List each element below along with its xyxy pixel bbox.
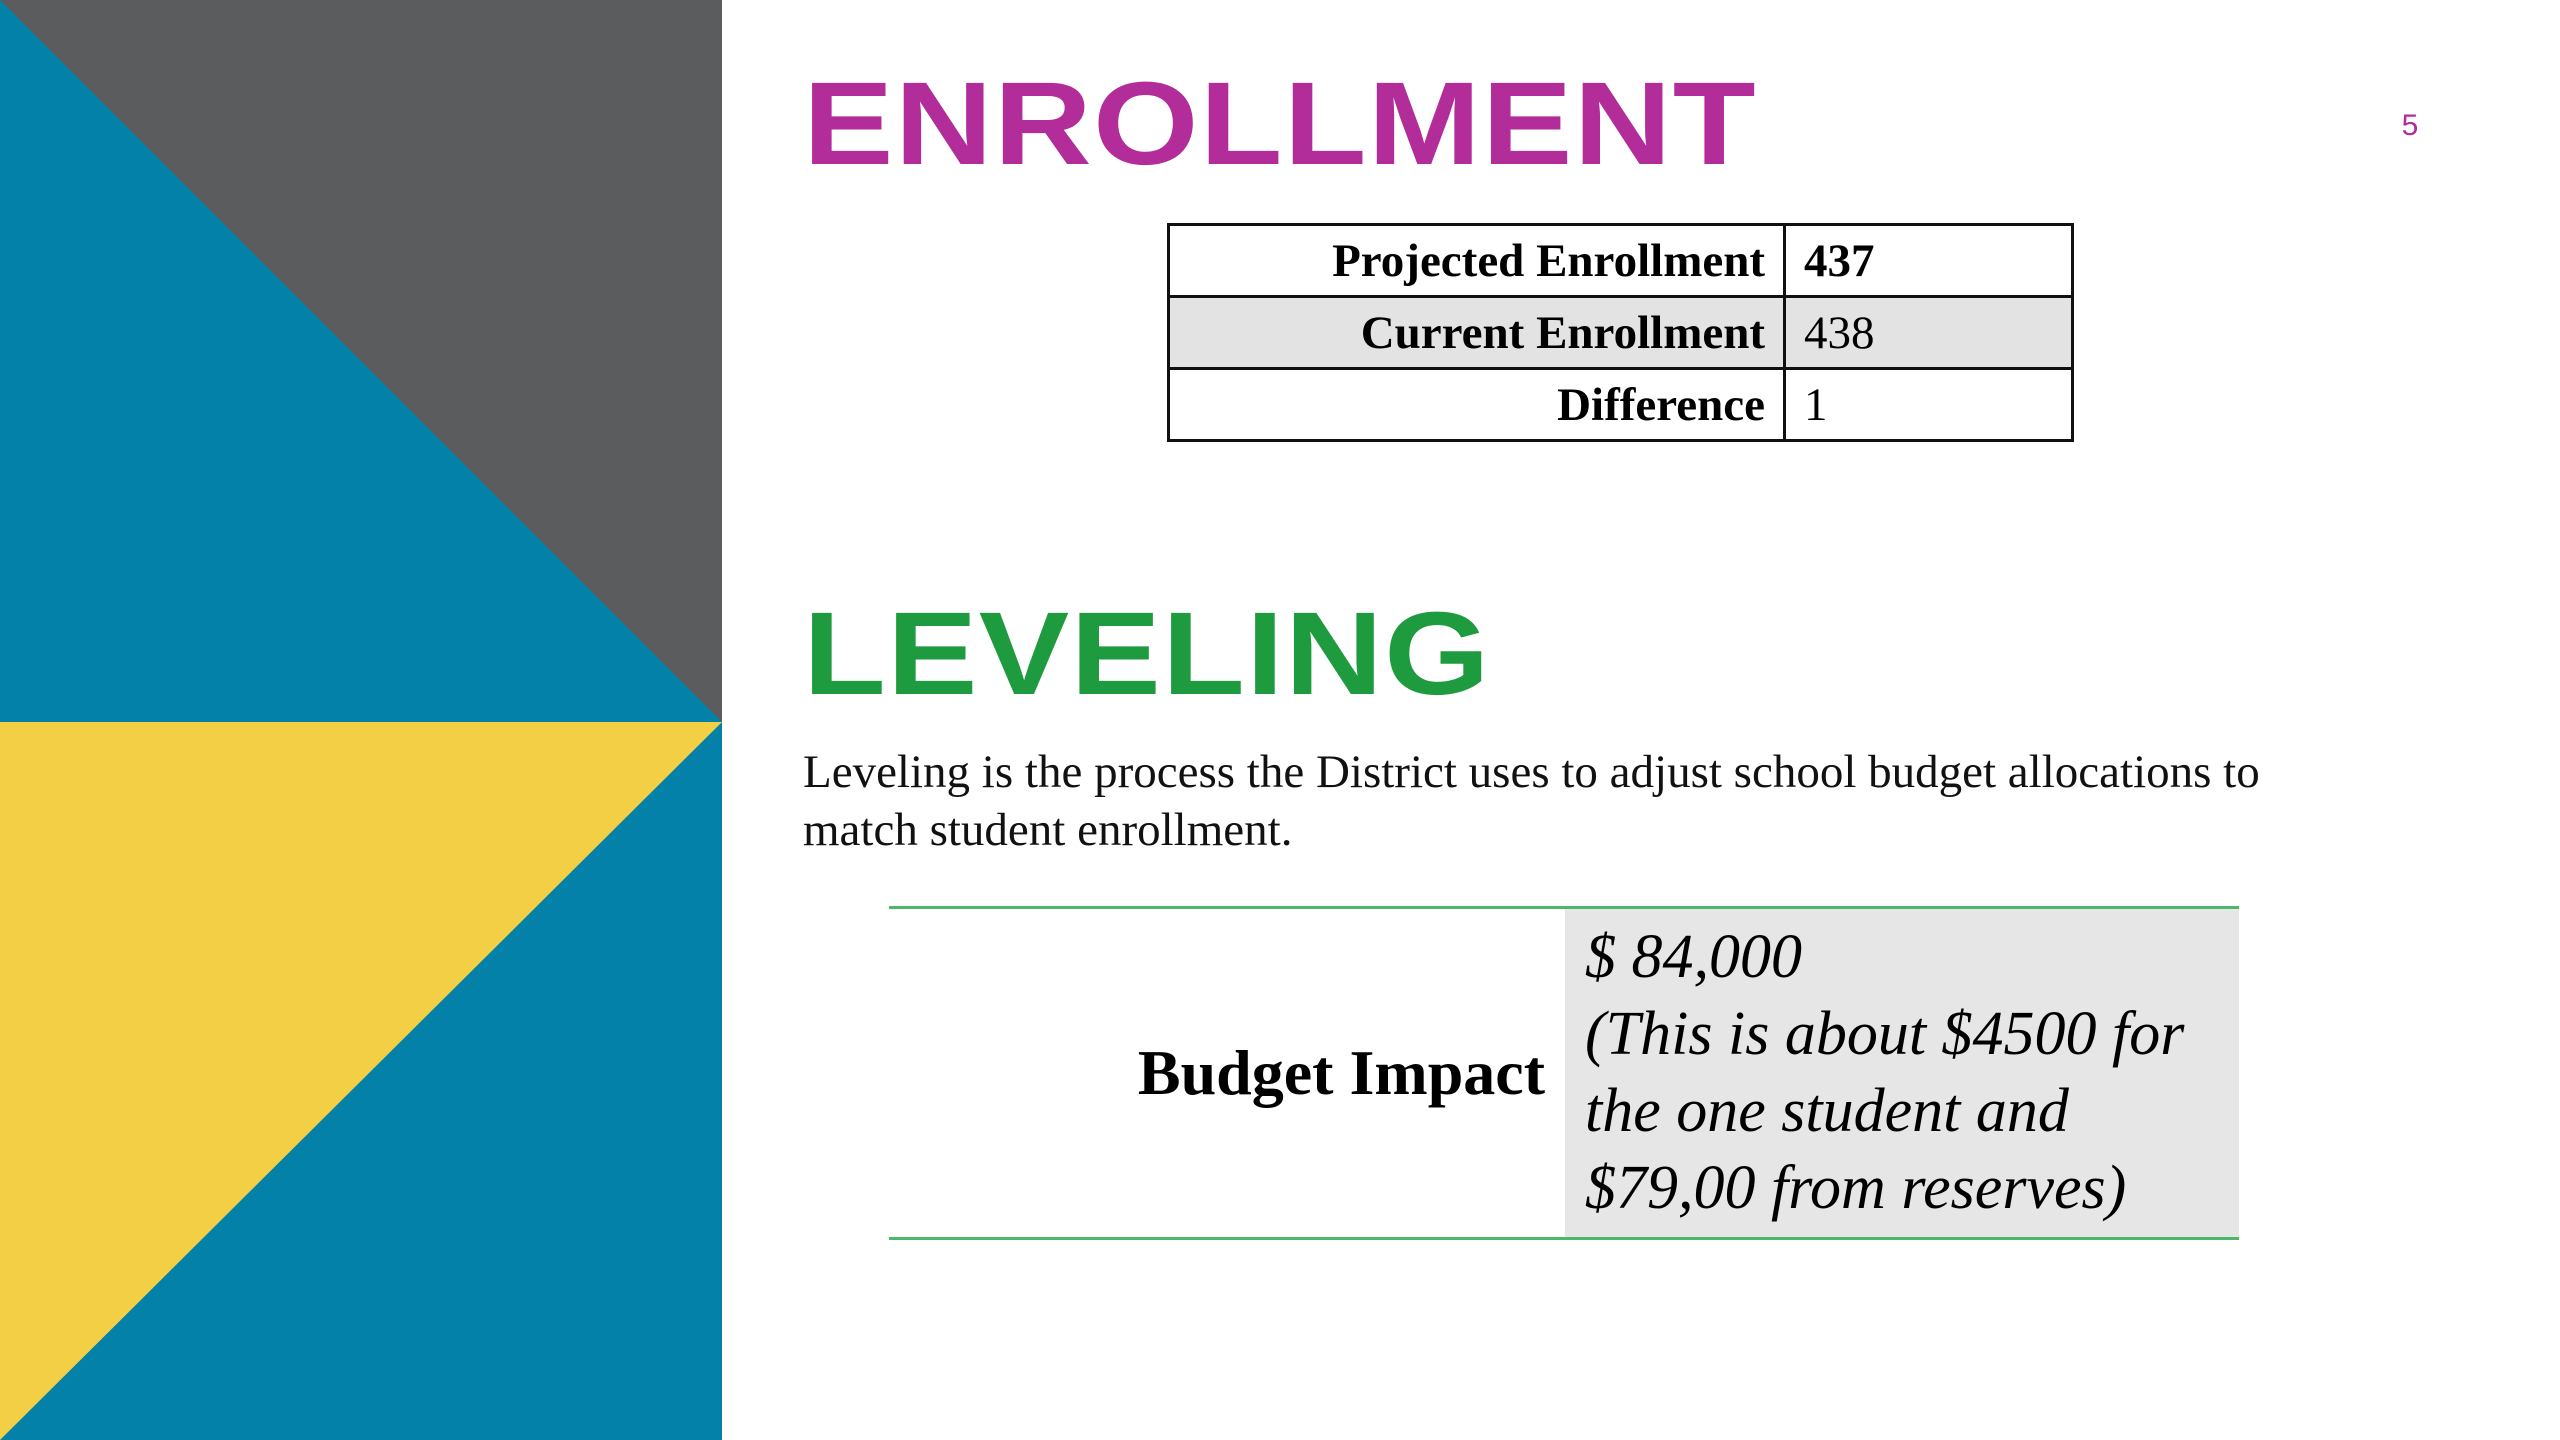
budget-impact-row (889, 908, 2239, 1239)
decorative-triangles (0, 0, 722, 1440)
budget-value-line: $ 84,000 (1585, 923, 1802, 991)
leveling-description: Leveling is the process the District uses to adjust school budget allocations to match student enrollment. (803, 746, 2260, 856)
leveling-title: LEVELING (803, 588, 1491, 720)
difference-value: 1 (1785, 369, 2073, 441)
budget-value-line: the one student and (1585, 1077, 2069, 1145)
page-number: 5 (2401, 109, 2419, 142)
budget-impact-value (1565, 908, 2239, 1239)
table-row-projected (1169, 225, 2073, 297)
table-row-current (1169, 297, 2073, 369)
budget-value-line: (This is about $4500 for (1585, 1000, 2185, 1068)
budget-value-line: $79,00 from reserves) (1585, 1154, 2127, 1222)
budget-impact-table (889, 906, 2239, 1240)
table-row-difference (1169, 369, 2073, 441)
budget-impact-label: Budget Impact (1137, 1037, 1545, 1108)
current-enrollment-label: Current Enrollment (1169, 297, 1785, 369)
projected-enrollment-label: Projected Enrollment (1169, 225, 1785, 297)
projected-enrollment-value: 437 (1785, 225, 2073, 297)
enrollment-table (1167, 223, 2074, 442)
difference-label: Difference (1169, 369, 1785, 441)
enrollment-title: ENROLLMENT (803, 58, 1757, 190)
current-enrollment-value: 438 (1785, 297, 2073, 369)
